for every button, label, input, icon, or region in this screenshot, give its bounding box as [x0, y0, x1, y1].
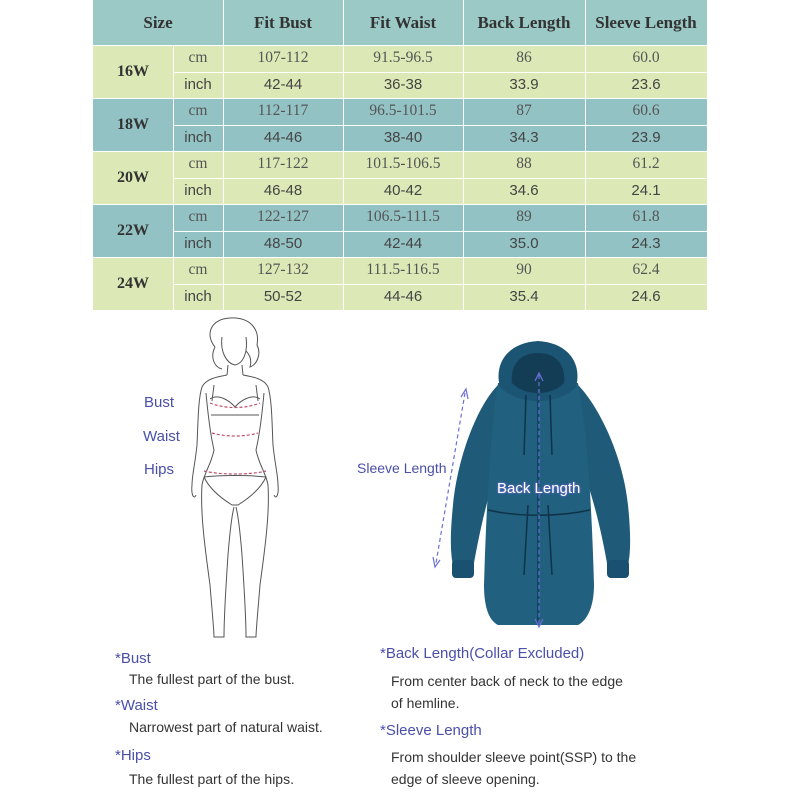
waist-label: Waist [143, 428, 180, 445]
table-cell-cm: 61.2 [585, 151, 707, 178]
header-fit-waist: Fit Waist [343, 0, 463, 45]
header-back-length: Back Length [463, 0, 585, 45]
table-cell-cm: 60.0 [585, 45, 707, 72]
back-length-label: Back Length [497, 480, 581, 497]
unit-inch-label: inch [173, 125, 223, 152]
table-column-divider [343, 0, 344, 310]
body-measurement-figure [180, 315, 290, 650]
table-cell-cm: 101.5-106.5 [343, 151, 463, 178]
table-cell-inch: 23.9 [585, 125, 707, 152]
table-cell-cm: 62.4 [585, 257, 707, 284]
size-label: 20W [93, 151, 173, 204]
note-sleeve-length-text-2: edge of sleeve opening. [391, 771, 540, 787]
table-cell-inch: 24.6 [585, 284, 707, 311]
size-label: 16W [93, 45, 173, 98]
header-size: Size [93, 0, 223, 45]
table-column-divider [463, 0, 464, 310]
table-cell-inch: 36-38 [343, 72, 463, 99]
unit-cm-label: cm [173, 257, 223, 284]
note-waist-text: Narrowest part of natural waist. [129, 719, 323, 735]
table-cell-cm: 90 [463, 257, 585, 284]
note-back-length-text-2: of hemline. [391, 695, 460, 711]
unit-cm-label: cm [173, 98, 223, 125]
table-cell-inch: 44-46 [343, 284, 463, 311]
table-cell-cm: 88 [463, 151, 585, 178]
table-cell-cm: 111.5-116.5 [343, 257, 463, 284]
table-row-divider [173, 125, 707, 126]
note-back-length-title: *Back Length(Collar Excluded) [380, 645, 585, 662]
table-cell-inch: 46-48 [223, 178, 343, 205]
note-sleeve-length-text-1: From shoulder sleeve point(SSP) to the [391, 749, 637, 765]
size-chart-table [93, 0, 707, 310]
table-cell-cm: 107-112 [223, 45, 343, 72]
size-label: 18W [93, 98, 173, 151]
table-cell-cm: 89 [463, 204, 585, 231]
table-cell-inch: 35.4 [463, 284, 585, 311]
table-cell-inch: 38-40 [343, 125, 463, 152]
unit-cm-label: cm [173, 151, 223, 178]
table-row-divider [93, 257, 707, 258]
unit-inch-label: inch [173, 231, 223, 258]
table-cell-cm: 60.6 [585, 98, 707, 125]
table-cell-inch: 42-44 [223, 72, 343, 99]
table-cell-inch: 23.6 [585, 72, 707, 99]
table-column-divider [223, 0, 224, 310]
note-hips-text: The fullest part of the hips. [129, 771, 294, 787]
table-cell-inch: 42-44 [343, 231, 463, 258]
header-fit-bust: Fit Bust [223, 0, 343, 45]
table-cell-cm: 106.5-111.5 [343, 204, 463, 231]
table-cell-inch: 35.0 [463, 231, 585, 258]
note-bust-title: *Bust [115, 650, 151, 667]
table-cell-cm: 112-117 [223, 98, 343, 125]
table-cell-cm: 127-132 [223, 257, 343, 284]
table-row-divider [93, 45, 707, 46]
table-cell-inch: 33.9 [463, 72, 585, 99]
table-row-divider [173, 178, 707, 179]
table-cell-inch: 34.6 [463, 178, 585, 205]
sleeve-length-label: Sleeve Length [357, 460, 447, 476]
size-label: 22W [93, 204, 173, 257]
bust-label: Bust [144, 394, 175, 411]
table-row-divider [93, 310, 707, 311]
table-row-divider [173, 284, 707, 285]
table-cell-cm: 61.8 [585, 204, 707, 231]
table-row-divider [93, 151, 707, 152]
table-cell-cm: 96.5-101.5 [343, 98, 463, 125]
table-cell-cm: 117-122 [223, 151, 343, 178]
unit-inch-label: inch [173, 178, 223, 205]
table-cell-cm: 91.5-96.5 [343, 45, 463, 72]
unit-cm-label: cm [173, 204, 223, 231]
unit-cm-label: cm [173, 45, 223, 72]
table-cell-cm: 86 [463, 45, 585, 72]
note-bust-text: The fullest part of the bust. [129, 671, 295, 687]
table-cell-inch: 34.3 [463, 125, 585, 152]
table-row-divider [93, 204, 707, 205]
table-cell-inch: 24.3 [585, 231, 707, 258]
table-cell-cm: 122-127 [223, 204, 343, 231]
table-column-divider [585, 0, 586, 310]
note-hips-title: *Hips [115, 747, 151, 764]
table-row-divider [173, 231, 707, 232]
header-sleeve-length: Sleeve Length [585, 0, 707, 45]
table-row-divider [173, 72, 707, 73]
hips-label: Hips [144, 461, 175, 478]
table-cell-inch: 24.1 [585, 178, 707, 205]
table-cell-inch: 44-46 [223, 125, 343, 152]
table-cell-inch: 40-42 [343, 178, 463, 205]
table-cell-inch: 50-52 [223, 284, 343, 311]
note-back-length-text-1: From center back of neck to the edge [391, 673, 623, 689]
unit-inch-label: inch [173, 284, 223, 311]
table-cell-cm: 87 [463, 98, 585, 125]
table-row-divider [93, 98, 707, 99]
size-label: 24W [93, 257, 173, 310]
note-waist-title: *Waist [115, 697, 158, 714]
note-sleeve-length-title: *Sleeve Length [380, 722, 482, 739]
unit-inch-label: inch [173, 72, 223, 99]
table-cell-inch: 48-50 [223, 231, 343, 258]
